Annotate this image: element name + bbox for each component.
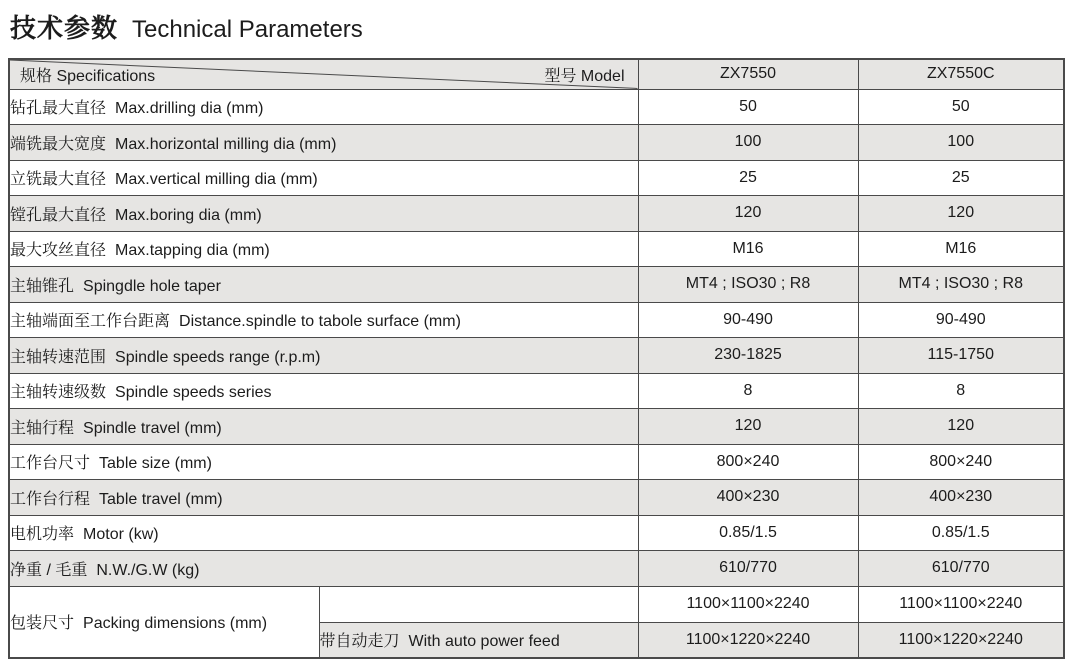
param-label-cn: 电机功率 — [10, 526, 75, 544]
param-row — [9, 373, 1064, 409]
param-row — [9, 551, 1064, 587]
param-row — [9, 160, 1064, 196]
param-value-cell: 25 — [638, 160, 858, 196]
param-label-en: Table travel (mm) — [99, 490, 223, 508]
param-value-cell: 230-1825 — [638, 338, 858, 374]
param-value-cell: 120 — [638, 409, 858, 445]
param-row — [9, 125, 1064, 161]
param-label-en: Max.tapping dia (mm) — [115, 242, 270, 260]
param-value-cell: 120 — [858, 409, 1064, 445]
param-value-cell: 8 — [858, 373, 1064, 409]
param-value-cell: 1100×1100×2240 — [638, 586, 858, 622]
packing-row — [9, 586, 1064, 622]
spec-label: 规格 Specifications — [20, 67, 156, 85]
param-label-cell — [9, 444, 638, 480]
param-value-cell: 120 — [638, 196, 858, 232]
param-label-cell — [9, 373, 638, 409]
param-label-cell — [9, 480, 638, 516]
param-value-cell: MT4 ; ISO30 ; R8 — [638, 267, 858, 303]
param-row — [9, 444, 1064, 480]
param-row — [9, 515, 1064, 551]
param-label-en: N.W./G.W (kg) — [96, 561, 200, 579]
param-row — [9, 409, 1064, 445]
param-label-en: Spindle speeds series — [115, 384, 272, 402]
param-value-cell: 8 — [638, 373, 858, 409]
param-value-cell: 800×240 — [638, 444, 858, 480]
param-value-cell: 50 — [858, 89, 1064, 125]
param-value-cell: 1100×1220×2240 — [638, 622, 858, 658]
param-label-cn: 工作台行程 — [10, 490, 91, 508]
param-row — [9, 302, 1064, 338]
packing-sub-label-cell — [319, 622, 638, 658]
param-value-cell: 400×230 — [858, 480, 1064, 516]
param-label-cell — [9, 551, 638, 587]
param-value-cell: 50 — [638, 89, 858, 125]
param-label-cn: 净重 / 毛重 — [10, 561, 88, 579]
parameters-table — [8, 58, 1065, 659]
param-label-en: Motor (kw) — [83, 526, 159, 544]
param-label-cell — [9, 515, 638, 551]
packing-sub-label-cell — [319, 586, 638, 622]
param-value-cell: 400×230 — [638, 480, 858, 516]
param-label-cell — [9, 409, 638, 445]
param-row — [9, 338, 1064, 374]
param-value-cell: 800×240 — [858, 444, 1064, 480]
param-label-cn: 镗孔最大直径 — [10, 206, 107, 224]
param-label-en: Spindle speeds range (r.p.m) — [115, 348, 321, 366]
param-label-cell — [9, 267, 638, 303]
column-header-model-2: ZX7550C — [858, 59, 1064, 89]
param-value-cell: MT4 ; ISO30 ; R8 — [858, 267, 1064, 303]
param-value-cell: 0.85/1.5 — [638, 515, 858, 551]
param-value-cell: 120 — [858, 196, 1064, 232]
packing-label-cell — [9, 586, 319, 658]
param-label-en: Spindle travel (mm) — [83, 419, 222, 437]
param-value-cell: 115-1750 — [858, 338, 1064, 374]
packing-label-cn: 包装尺寸 — [10, 615, 75, 633]
param-label-en: Distance.spindle to tabole surface (mm) — [179, 313, 461, 331]
param-label-en: Max.boring dia (mm) — [115, 206, 262, 224]
page-title-cn: 技术参数 — [10, 13, 119, 43]
param-label-cell — [9, 160, 638, 196]
param-label-cell — [9, 302, 638, 338]
param-label-en: Spingdle hole taper — [83, 277, 221, 295]
param-value-cell: 90-490 — [858, 302, 1064, 338]
param-value-cell: 25 — [858, 160, 1064, 196]
param-row — [9, 267, 1064, 303]
param-label-en: Table size (mm) — [99, 455, 212, 473]
param-label-cell — [9, 231, 638, 267]
param-value-cell: 610/770 — [858, 551, 1064, 587]
param-label-cn: 主轴转速范围 — [10, 348, 107, 366]
param-value-cell: M16 — [638, 231, 858, 267]
param-label-cell — [9, 338, 638, 374]
param-label-cn: 立铣最大直径 — [10, 171, 107, 189]
param-value-cell: 100 — [638, 125, 858, 161]
column-header-model-1: ZX7550 — [638, 59, 858, 89]
param-label-cell — [9, 125, 638, 161]
param-value-cell: 90-490 — [638, 302, 858, 338]
param-row — [9, 89, 1064, 125]
param-row — [9, 196, 1064, 232]
packing-label-en: Packing dimensions (mm) — [83, 615, 268, 633]
param-label-en: Max.horizontal milling dia (mm) — [115, 135, 337, 153]
param-label-cell — [9, 196, 638, 232]
param-label-cn: 端铣最大宽度 — [10, 135, 107, 153]
param-row — [9, 231, 1064, 267]
spec-model-header-cell — [9, 59, 638, 89]
header-row — [9, 59, 1064, 89]
param-label-cn: 主轴行程 — [10, 419, 75, 437]
param-label-cn: 最大攻丝直径 — [10, 242, 107, 260]
param-value-cell: M16 — [858, 231, 1064, 267]
param-value-cell: 1100×1100×2240 — [858, 586, 1064, 622]
page-title-en: Technical Parameters — [132, 16, 363, 43]
param-value-cell: 1100×1220×2240 — [858, 622, 1064, 658]
param-label-cn: 钻孔最大直径 — [10, 100, 107, 118]
param-label-en: Max.drilling dia (mm) — [115, 100, 264, 118]
page-title — [10, 8, 363, 45]
param-value-cell: 100 — [858, 125, 1064, 161]
param-label-cn: 主轴锥孔 — [10, 277, 75, 295]
param-label-cn: 主轴端面至工作台距离 — [10, 313, 171, 331]
param-label-cell — [9, 89, 638, 125]
param-row — [9, 480, 1064, 516]
param-value-cell: 610/770 — [638, 551, 858, 587]
param-value-cell: 0.85/1.5 — [858, 515, 1064, 551]
model-label: 型号 Model — [544, 68, 625, 85]
param-label-cn: 工作台尺寸 — [10, 455, 91, 473]
packing-sub-label-en: With auto power feed — [408, 633, 560, 651]
param-label-en: Max.vertical milling dia (mm) — [115, 171, 318, 189]
param-label-cn: 主轴转速级数 — [10, 384, 107, 402]
packing-sub-label-cn: 带自动走刀 — [319, 633, 400, 651]
